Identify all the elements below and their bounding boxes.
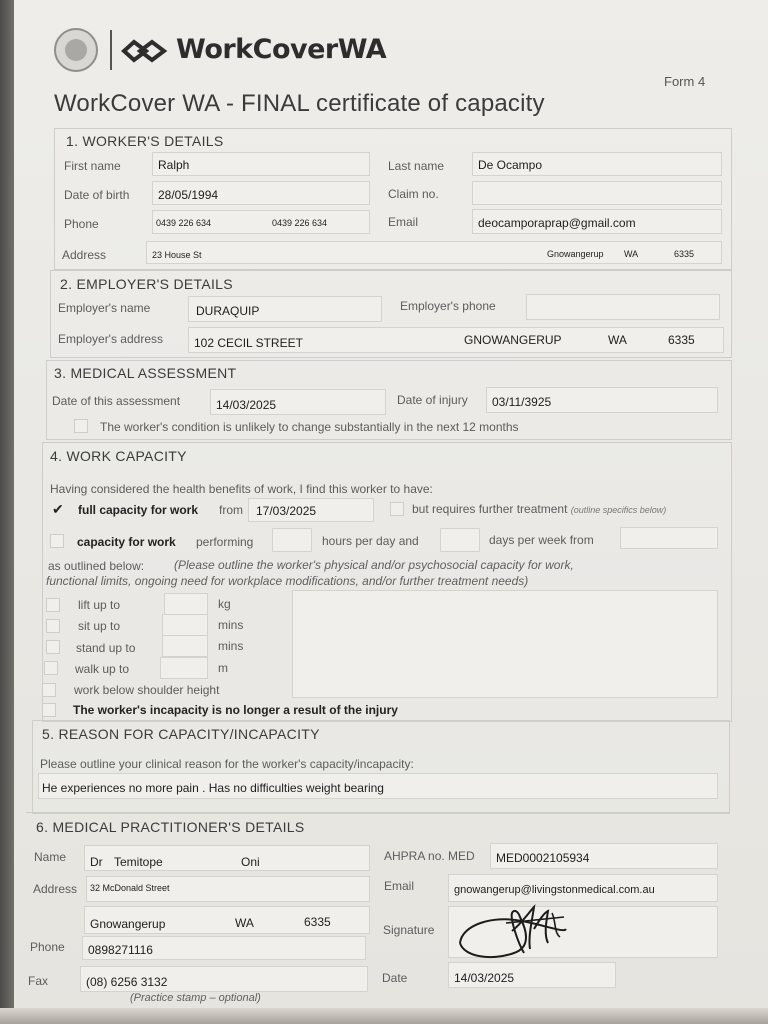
employer-phone-label: Employer's phone [400, 299, 496, 313]
form-number: Form 4 [664, 74, 706, 89]
outline-hint-1: (Please outline the worker's physical and/or psychosocial capacity for work, [174, 558, 574, 572]
first-name-value: Ralph [158, 158, 190, 172]
practitioner-first-name: Temitope [114, 855, 163, 869]
date-label: Date [382, 971, 408, 985]
practitioner-fax-label: Fax [28, 974, 49, 988]
shoulder-checkbox[interactable] [42, 683, 56, 697]
lift-checkbox[interactable] [46, 598, 60, 612]
logo-text: WorkCoverWA [176, 34, 387, 65]
full-capacity-label: full capacity for work [78, 503, 199, 517]
lift-unit: kg [218, 597, 231, 611]
practitioner-name-label: Name [34, 850, 67, 864]
email-value: deocamporaprap@gmail.com [478, 216, 636, 230]
practitioner-address-label: Address [33, 882, 78, 896]
capacity-from-field[interactable] [620, 527, 718, 549]
capacity-details-field[interactable] [292, 590, 718, 698]
unlikely-change-checkbox[interactable] [74, 419, 88, 433]
address-label: Address [62, 248, 107, 262]
injury-date-label: Date of injury [397, 393, 468, 407]
capacity-for-work-checkbox[interactable] [50, 534, 64, 548]
phone-value-2: 0439 226 634 [272, 218, 328, 228]
stand-unit: mins [218, 639, 244, 653]
unlikely-change-label: The worker's condition is unlikely to change substantially in the next 12 months [100, 420, 519, 434]
lift-label: lift up to [78, 598, 121, 612]
stand-checkbox[interactable] [46, 640, 60, 654]
walk-field[interactable] [160, 657, 208, 679]
outlined-label: as outlined below: [48, 559, 145, 573]
practitioner-fax-value: (08) 6256 3132 [86, 975, 168, 989]
phone-label: Phone [64, 217, 99, 231]
employer-name-label: Employer's name [58, 301, 151, 315]
practitioner-state: WA [235, 916, 254, 930]
incapacity-checkbox[interactable] [42, 703, 56, 717]
practitioner-phone-value: 0898271116 [88, 943, 153, 957]
address-state: WA [624, 249, 639, 259]
walk-unit: m [218, 661, 228, 675]
page-title: WorkCover WA - FINAL certificate of capacity [54, 90, 545, 117]
practitioner-suburb: Gnowangerup [90, 917, 166, 931]
sit-unit: mins [218, 618, 244, 632]
sit-field[interactable] [162, 614, 208, 636]
practitioner-last-name: Oni [241, 855, 260, 869]
claim-field[interactable] [472, 181, 722, 205]
address-value: 23 House St [152, 250, 202, 260]
sit-checkbox[interactable] [46, 619, 60, 633]
assessment-date-label: Date of this assessment [52, 394, 181, 408]
lift-field[interactable] [164, 593, 208, 615]
practitioner-email-value: gnowangerup@livingstonmedical.com.au [454, 884, 655, 896]
employer-state: WA [608, 333, 627, 347]
incapacity-label: The worker's incapacity is no longer a result of the injury [73, 703, 398, 717]
workcover-logo-icon [120, 36, 172, 66]
full-capacity-from-value: 17/03/2025 [256, 504, 317, 518]
practitioner-address-value: 32 McDonald Street [90, 883, 170, 893]
email-label: Email [388, 215, 419, 229]
performing-label: performing [196, 535, 254, 549]
practitioner-phone-label: Phone [30, 940, 65, 954]
ahpra-value: MED0002105934 [496, 851, 590, 865]
address-suburb: Gnowangerup [547, 249, 604, 259]
wa-crest-icon [54, 28, 98, 72]
practitioner-section-title: 6. MEDICAL PRACTITIONER'S DETAILS [36, 819, 305, 835]
reason-section-title: 5. REASON FOR CAPACITY/INCAPACITY [42, 726, 320, 742]
days-label: days per week from [489, 533, 594, 547]
practice-stamp-label: (Practice stamp – optional) [130, 992, 261, 1004]
section-divider [26, 812, 730, 813]
signature-label: Signature [383, 923, 435, 937]
walk-label: walk up to [75, 662, 130, 676]
employer-section-title: 2. EMPLOYER'S DETAILS [60, 276, 233, 292]
last-name-value: De Ocampo [478, 158, 543, 172]
practitioner-email-label: Email [384, 879, 415, 893]
first-name-label: First name [64, 159, 121, 173]
dob-label: Date of birth [64, 188, 130, 202]
capacity-section-title: 4. WORK CAPACITY [50, 448, 187, 464]
outline-hint-2: functional limits, ongoing need for workplace modifications, and/or further treatment needs) [46, 574, 529, 588]
hours-field[interactable] [272, 528, 312, 552]
stand-field[interactable] [162, 635, 208, 657]
full-capacity-check-icon[interactable]: ✔ [52, 501, 64, 517]
page-bottom-edge [0, 1008, 768, 1024]
logo-divider [110, 30, 112, 70]
employer-postcode: 6335 [668, 333, 695, 347]
dob-value: 28/05/1994 [158, 188, 219, 202]
capacity-intro: Having considered the health benefits of work, I find this worker to have: [50, 482, 433, 496]
assessment-date-value: 14/03/2025 [216, 398, 277, 412]
last-name-label: Last name [388, 159, 445, 173]
further-treatment-label: but requires further treatment (outline specifics below) [412, 502, 667, 516]
claim-label: Claim no. [388, 187, 439, 201]
signature-image [452, 903, 582, 965]
address-postcode: 6335 [674, 249, 695, 259]
practitioner-title: Dr [90, 855, 103, 869]
walk-checkbox[interactable] [44, 661, 58, 675]
sit-label: sit up to [78, 619, 121, 633]
worker-section-title: 1. WORKER'S DETAILS [66, 133, 224, 149]
shoulder-label: work below shoulder height [74, 683, 220, 697]
date-value: 14/03/2025 [454, 971, 515, 985]
assessment-section-title: 3. MEDICAL ASSESSMENT [54, 365, 237, 381]
reason-prompt: Please outline your clinical reason for the worker's capacity/incapacity: [40, 757, 414, 771]
further-treatment-checkbox[interactable] [390, 502, 404, 516]
employer-phone-field[interactable] [526, 294, 720, 320]
employer-suburb: GNOWANGERUP [464, 333, 562, 347]
employer-address-label: Employer's address [58, 332, 163, 346]
employer-name-value: DURAQUIP [196, 304, 260, 318]
reason-value: He experiences no more pain . Has no difficulties weight bearing [42, 781, 384, 795]
ahpra-label: AHPRA no. MED [384, 849, 475, 863]
employer-address-value: 102 CECIL STREET [194, 336, 303, 350]
practitioner-postcode: 6335 [304, 915, 331, 929]
full-capacity-from-label: from [219, 503, 243, 517]
hours-label: hours per day and [322, 534, 419, 548]
injury-date-value: 03/11/3925 [492, 395, 552, 409]
phone-value-1: 0439 226 634 [156, 218, 212, 228]
days-field[interactable] [440, 528, 480, 552]
stand-label: stand up to [76, 641, 136, 655]
capacity-for-work-label: capacity for work [77, 535, 176, 549]
